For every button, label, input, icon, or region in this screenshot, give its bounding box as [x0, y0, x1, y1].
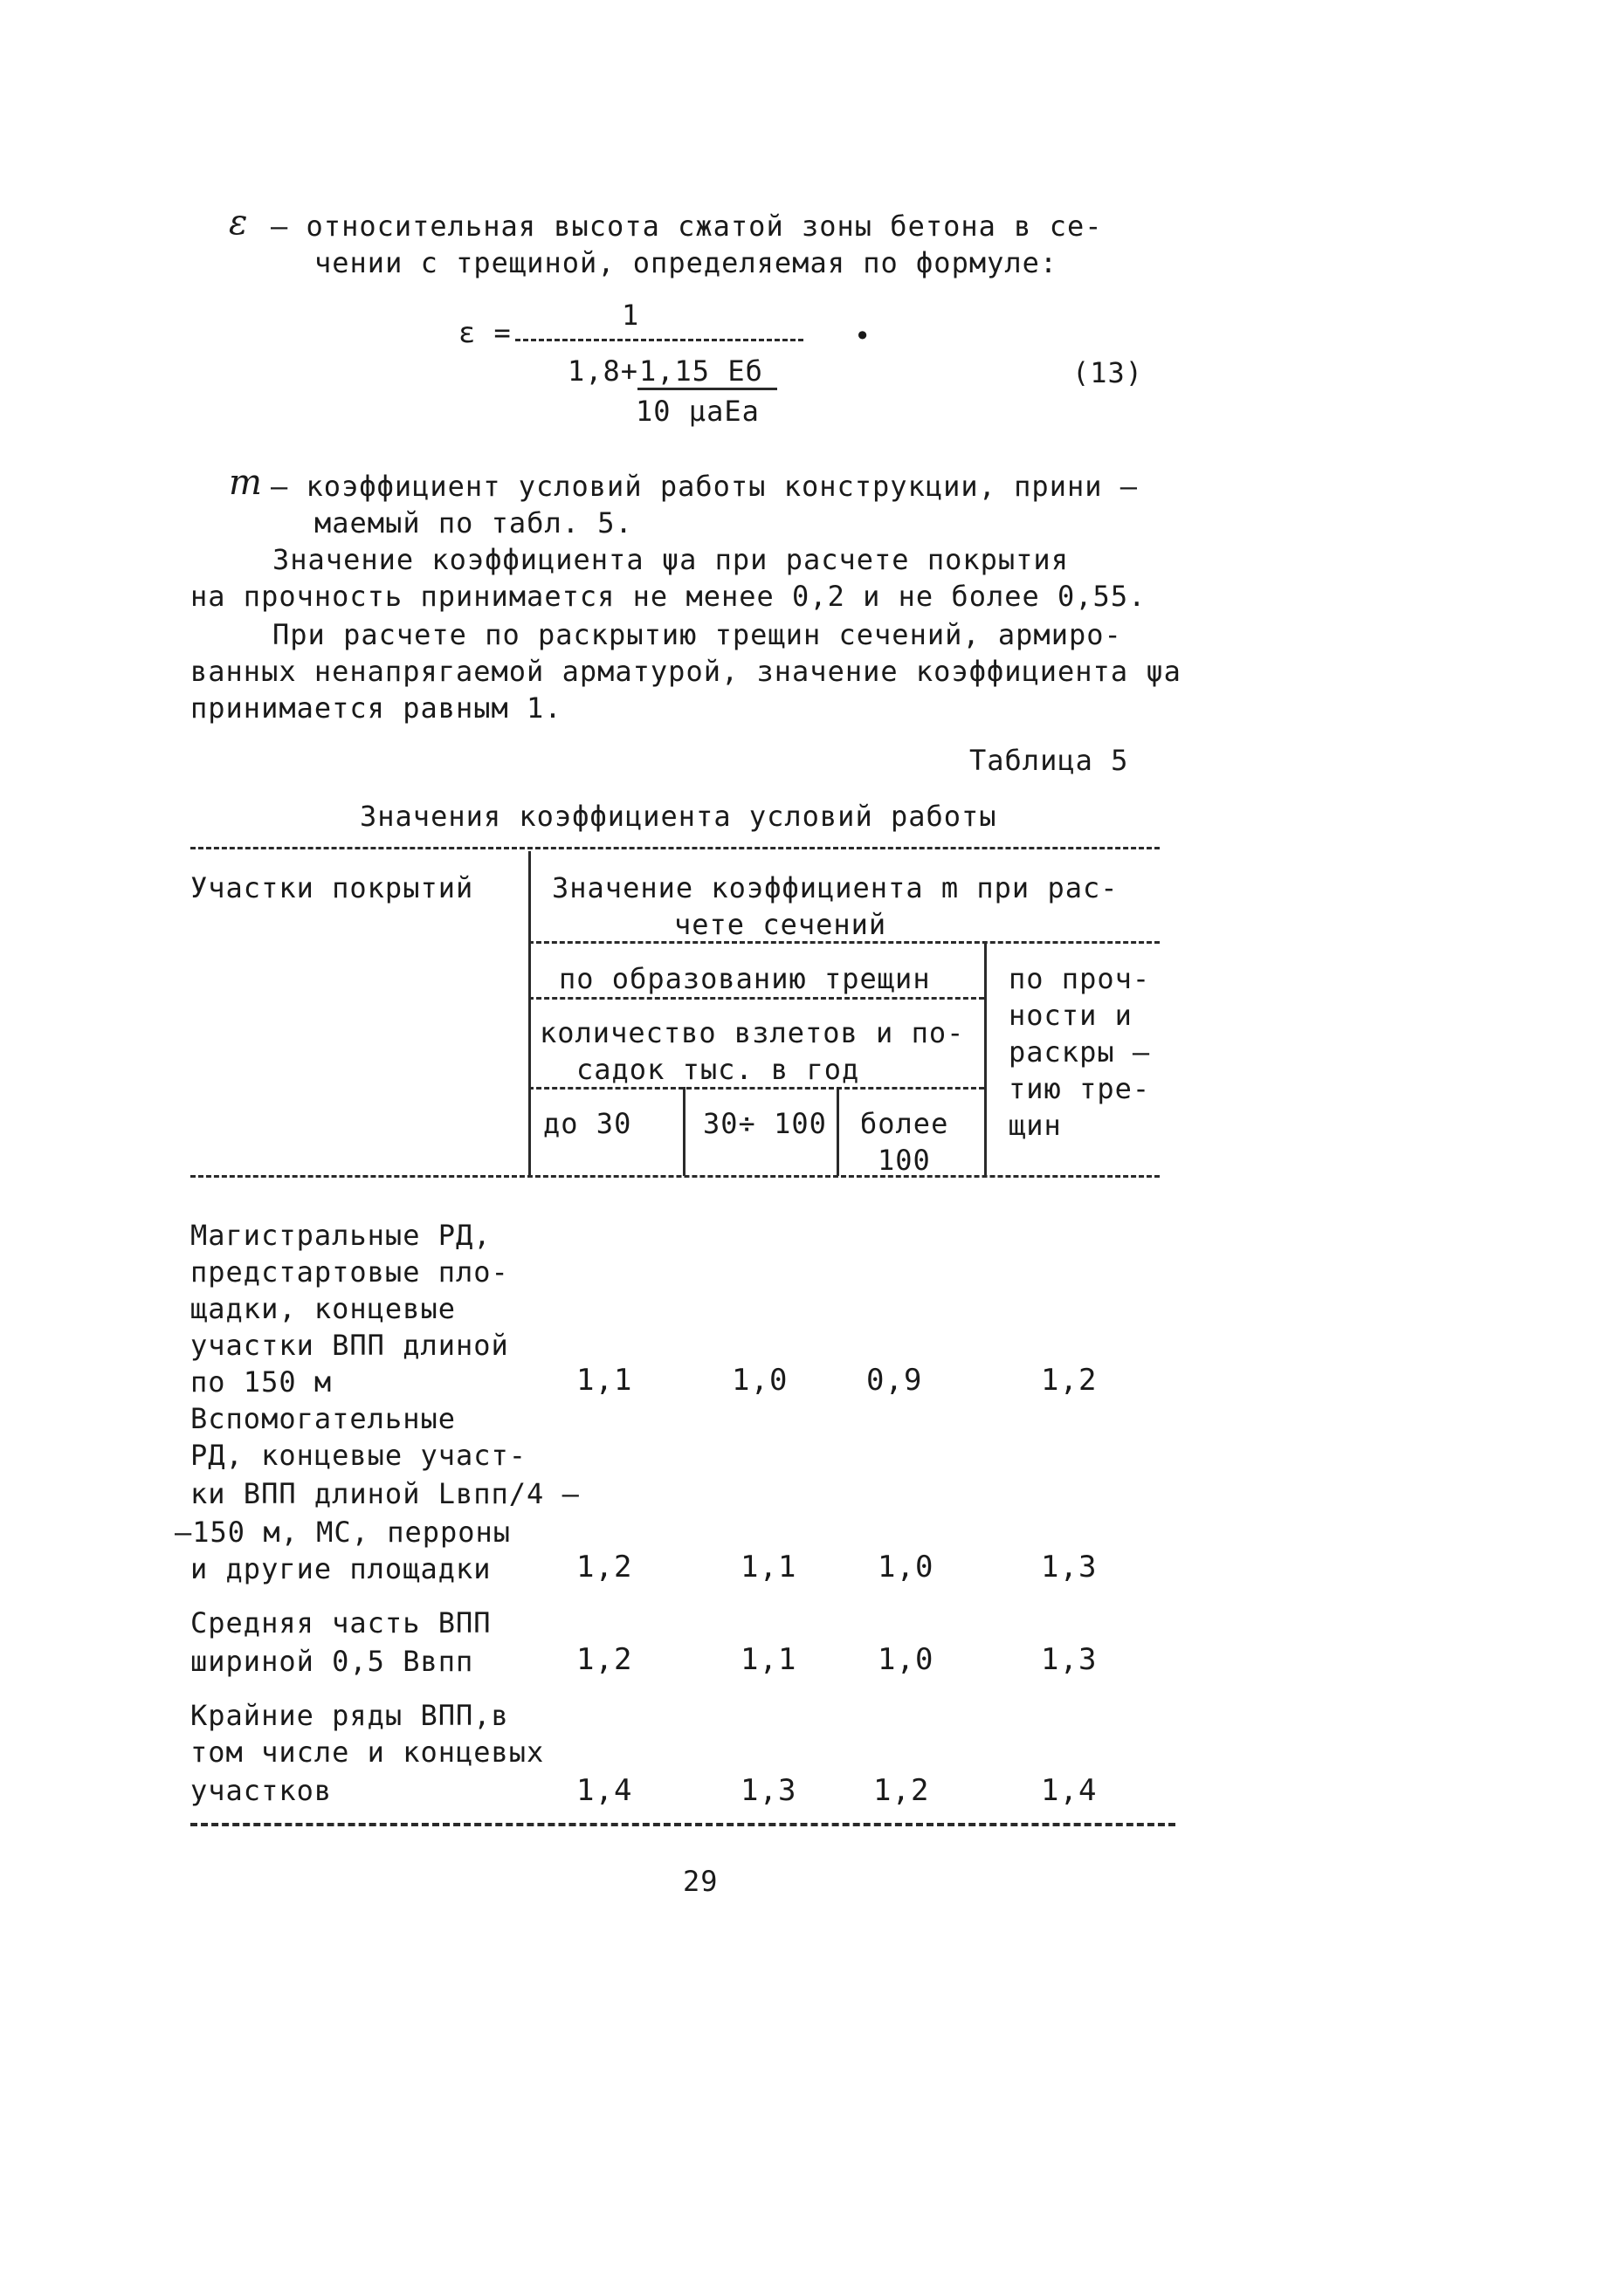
row4-val-4: 1,4 — [1041, 1773, 1098, 1808]
formula-den-frac-num: 1,15 Еб — [639, 354, 763, 388]
formula-trailing-dot: • — [854, 320, 872, 353]
row1-name-4: участки ВПП длиной — [190, 1329, 509, 1362]
row2-name-3: ки ВПП длиной Lвпп/4 – — [190, 1477, 580, 1510]
row1-val-2: 1,0 — [732, 1363, 789, 1398]
row3-name-1: Средняя часть ВПП — [190, 1606, 492, 1640]
header-divider-sub1 — [683, 1087, 685, 1176]
para1-line2: на прочность принимается не менее 0,2 и не более 0,55. — [190, 580, 1147, 613]
para2-line3: принимается равным 1. — [190, 691, 562, 725]
formula-den-frac-den: 10 μаЕа — [636, 395, 760, 428]
header-divider-main — [528, 851, 531, 1176]
row2-name-4: –150 м, МС, перроны — [175, 1516, 512, 1549]
row4-name-3: участков — [190, 1774, 333, 1807]
header-crack-formation: по образованию трещин — [559, 962, 931, 995]
table-top-rule — [190, 847, 1160, 849]
formula-fraction-bar — [515, 339, 803, 341]
formula-number: (13) — [1072, 356, 1144, 389]
header-strength-4: тию тре- — [1009, 1072, 1151, 1105]
row4-name-2: том числе и концевых — [190, 1736, 545, 1769]
table-title: Значения коэффициента условий работы — [360, 800, 997, 833]
m-def-line2: маемый по табл. 5. — [314, 506, 633, 540]
table-label: Таблица 5 — [969, 744, 1129, 777]
m-symbol: m — [229, 463, 262, 503]
header-main-line2: чете сечений — [674, 908, 887, 941]
header-strength-1: по проч- — [1009, 962, 1151, 995]
epsilon-def-line2: чении с трещиной, определяемая по формуле: — [314, 246, 1058, 279]
row1-val-1: 1,1 — [576, 1363, 633, 1398]
row1-name-1: Магистральные РД, — [190, 1219, 492, 1252]
header-divider-sub2 — [837, 1087, 839, 1176]
header-divider-strength — [984, 941, 987, 1175]
header-subcol-over100-a: более — [860, 1107, 949, 1140]
formula-numerator: 1 — [622, 299, 640, 332]
para2-line2: ванных ненапрягаемой арматурой, значение коэффициента ψа — [190, 655, 1181, 688]
row1-val-3: 0,9 — [866, 1363, 923, 1398]
row2-name-5: и другие площадки — [190, 1552, 492, 1585]
formula-den-main: 1,8+ — [568, 354, 639, 388]
row2-val-4: 1,3 — [1041, 1550, 1098, 1585]
table-bottom-rule — [190, 1823, 1175, 1826]
header-rule-2 — [528, 997, 984, 1000]
row2-val-2: 1,1 — [741, 1550, 797, 1585]
header-subcol-30-100: 30÷ 100 — [703, 1107, 827, 1140]
header-strength-3: раскры – — [1009, 1035, 1151, 1069]
row3-val-1: 1,2 — [576, 1642, 633, 1677]
row2-val-3: 1,0 — [878, 1550, 934, 1585]
para1-line1: Значение коэффициента ψа при расчете покрытия — [272, 543, 1069, 576]
row2-name-2: РД, концевые участ- — [190, 1439, 527, 1472]
row1-val-4: 1,2 — [1041, 1363, 1098, 1398]
row4-val-2: 1,3 — [741, 1773, 797, 1808]
row4-val-3: 1,2 — [873, 1773, 930, 1808]
row3-val-3: 1,0 — [878, 1642, 934, 1677]
header-takeoffs-line2: садок тыс. в год — [576, 1053, 860, 1086]
header-strength-5: щин — [1009, 1109, 1062, 1142]
row2-name-1: Вспомогательные — [190, 1402, 456, 1435]
header-subcol-upto30: до 30 — [543, 1107, 632, 1140]
header-strength-2: ности и — [1009, 999, 1133, 1032]
header-bottom-rule — [190, 1175, 1160, 1178]
header-col1: Участки покрытий — [190, 871, 474, 904]
row3-val-2: 1,1 — [741, 1642, 797, 1677]
page-number: 29 — [683, 1865, 719, 1898]
row3-val-4: 1,3 — [1041, 1642, 1098, 1677]
header-takeoffs-line1: количество взлетов и по- — [540, 1016, 965, 1049]
m-def-line1: – коэффициент условий работы конструкции, прини – — [271, 470, 1139, 503]
row4-val-1: 1,4 — [576, 1773, 633, 1808]
row4-name-1: Крайние ряды ВПП,в — [190, 1699, 509, 1732]
formula-inner-fraction-bar — [637, 388, 777, 390]
row2-val-1: 1,2 — [576, 1550, 633, 1585]
row1-name-3: щадки, концевые — [190, 1292, 456, 1325]
para2-line1: При расчете по раскрытию трещин сечений, армиро- — [272, 618, 1122, 651]
header-main-line1: Значение коэффициента m при рас- — [552, 871, 1119, 904]
epsilon-def-line1: – относительная высота сжатой зоны бетона в се- — [271, 210, 1103, 243]
header-subcol-over100-b: 100 — [878, 1144, 931, 1177]
row1-name-2: предстартовые пло- — [190, 1255, 509, 1289]
formula-lhs: ε = — [458, 316, 512, 349]
row3-name-2: шириной 0,5 Bвпп — [190, 1645, 474, 1678]
row1-name-5: по 150 м — [190, 1365, 333, 1399]
epsilon-symbol: ε — [229, 203, 248, 243]
